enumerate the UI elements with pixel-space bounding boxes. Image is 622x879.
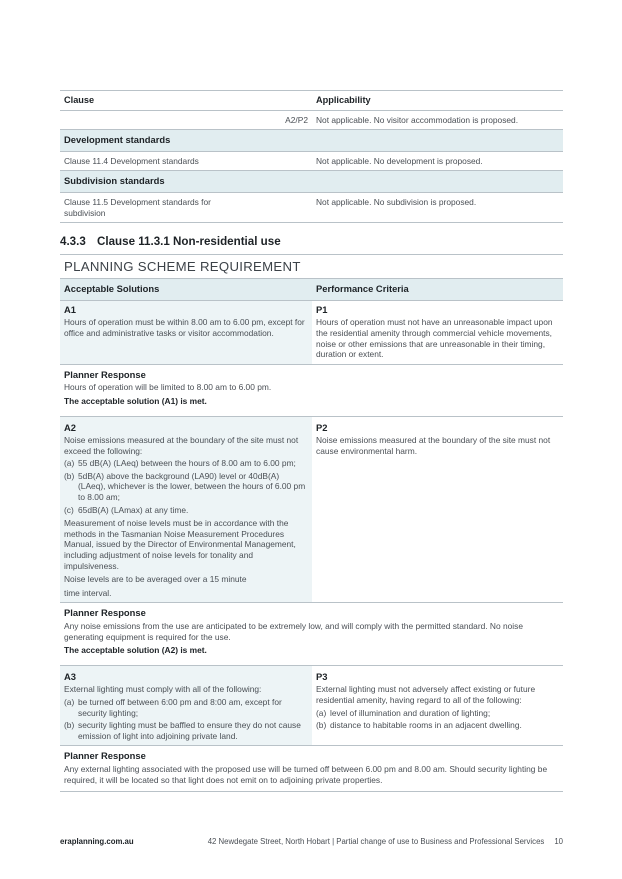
- planner-response-text: Any noise emissions from the use are anticipated to be extremely low, and will comply with the permitted standard. No noise generating equipment is required for the use.: [64, 621, 523, 642]
- requirement-table: [60, 279, 563, 792]
- table-row: [60, 111, 563, 131]
- applicability-cell: Not applicable. No development is proposed.: [316, 155, 483, 166]
- list-text: 55 dB(A) (LAeq) between the hours of 8.00 am to 6.00 pm;: [78, 458, 296, 469]
- a2-interval-text: time interval.: [64, 587, 112, 598]
- p3-code: P3: [316, 670, 328, 682]
- band-label: Subdivision standards: [64, 175, 165, 187]
- planner-response-result: The acceptable solution (A1) is met.: [64, 395, 207, 406]
- p2-code: P2: [316, 421, 328, 433]
- planner-response-title: Planner Response: [64, 607, 146, 619]
- list-text: distance to habitable rooms in an adjacent dwelling.: [330, 720, 522, 731]
- a2-p2-row: [60, 417, 563, 604]
- list-marker: (b): [64, 720, 75, 731]
- p1-code: P1: [316, 303, 328, 315]
- list-text: level of illumination and duration of lighting;: [330, 707, 491, 718]
- list-text: be turned off between 6:00 pm and 8:00 am, except for security lighting;: [78, 696, 282, 718]
- a3-p3-row: [60, 666, 563, 747]
- table-row: [60, 193, 563, 223]
- a2-code: A2: [64, 421, 76, 433]
- table-row: [60, 152, 563, 172]
- list-item: [64, 720, 308, 741]
- acceptable-solutions-header: Acceptable Solutions: [64, 283, 160, 295]
- a2-measurement-text: Measurement of noise levels must be in accordance with the methods in the Tasmanian Noise Measurement Procedures Manual, issued by the Director of Environmental Management, including adjustment of noise levels for tonality and impulsiveness.: [64, 518, 296, 571]
- a1-cell: [60, 301, 312, 364]
- applicability-cell: Not applicable. No visitor accommodation is proposed.: [316, 114, 519, 125]
- planner-response-title: Planner Response: [64, 750, 146, 762]
- p2-cell: [312, 417, 563, 603]
- list-marker: (b): [64, 470, 75, 481]
- list-text: 65dB(A) (LAmax) at any time.: [78, 504, 189, 515]
- a3-code: A3: [64, 670, 76, 682]
- requirement-heading: PLANNING SCHEME REQUIREMENT: [60, 254, 563, 279]
- a3-intro: External lighting must comply with all of the following:: [64, 684, 262, 695]
- a2-averaging-text: Noise levels are to be averaged over a 15 minute: [64, 574, 247, 585]
- planner-response-a2: [60, 603, 563, 665]
- subdivision-standards-band: [60, 171, 563, 193]
- list-item: [316, 708, 559, 719]
- clause-cell: A2/P2: [285, 114, 308, 125]
- p3-intro: External lighting must not adversely affect existing or future residential amenity, having regard to all of the following:: [316, 684, 536, 705]
- a2-intro: Noise emissions measured at the boundary of the site must not exceed the following:: [64, 435, 299, 456]
- planner-response-result: The acceptable solution (A2) is met.: [64, 645, 207, 656]
- clause-table-header: [60, 91, 563, 111]
- section-title: Clause 11.3.1 Non-residential use: [97, 235, 281, 249]
- planner-response-a1: [60, 365, 563, 417]
- list-item: [64, 458, 308, 469]
- planner-response-title: Planner Response: [64, 368, 146, 380]
- requirement-table-header: [60, 279, 563, 301]
- list-marker: (a): [316, 707, 327, 718]
- clause-table: [60, 90, 563, 223]
- footer-website-link[interactable]: eraplanning.com.au: [60, 837, 134, 846]
- section-heading: [60, 235, 563, 248]
- a3-cell: [60, 666, 312, 746]
- list-item: [64, 505, 308, 516]
- list-text: 5dB(A) above the background (LA90) level or 40dB(A) (LAeq), whichever is the lower, between the hours of 6.00 pm to 8.00 am;: [78, 470, 306, 503]
- section-number: 4.3.3: [60, 235, 86, 249]
- a1-p1-row: [60, 301, 563, 365]
- list-marker: (a): [64, 458, 75, 469]
- a1-code: A1: [64, 303, 76, 315]
- applicability-cell: Not applicable. No subdivision is proposed.: [316, 196, 477, 207]
- planner-response-text: Any external lighting associated with the proposed use will be turned off between 6.00 pm and 8.00 am. Should security lighting be required, it will be located so that light does not emit on to adjoining private properties.: [64, 763, 548, 785]
- a1-text: Hours of operation must be within 8.00 am to 6.00 pm, except for office and administrative tasks or visitor accommodation.: [64, 317, 305, 338]
- p1-cell: [312, 301, 563, 364]
- list-marker: (b): [316, 720, 327, 731]
- list-item: [64, 471, 308, 503]
- clause-cell: Clause 11.5 Development standards for subdivision: [64, 196, 211, 218]
- p3-cell: [312, 666, 563, 746]
- list-text: security lighting must be baffled to ensure they do not cause emission of light into adjoining private land.: [78, 720, 301, 741]
- planner-response-text: Hours of operation will be limited to 8.00 am to 6.00 pm.: [64, 382, 272, 393]
- p1-text: Hours of operation must not have an unreasonable impact upon the residential amenity through commercial vehicle movements, noise or other emissions that are unreasonable in their timing, duration or extent.: [316, 317, 553, 360]
- a2-cell: [60, 417, 312, 603]
- footer-address: 42 Newdegate Street, North Hobart | Partial change of use to Business and Professional Services: [207, 837, 545, 846]
- clause-header: Clause: [64, 95, 95, 105]
- page-number: 10: [554, 837, 563, 846]
- planner-response-a3: [60, 746, 563, 792]
- list-item: [64, 697, 308, 718]
- list-marker: (c): [64, 504, 74, 515]
- p2-text: Noise emissions measured at the boundary of the site must not cause environmental harm.: [316, 435, 551, 456]
- document-page: [60, 90, 563, 792]
- performance-criteria-header: Performance Criteria: [316, 283, 409, 295]
- list-marker: (a): [64, 696, 75, 707]
- list-item: [316, 720, 559, 731]
- clause-cell: Clause 11.4 Development standards: [64, 155, 199, 166]
- applicability-header: Applicability: [316, 95, 371, 105]
- band-label: Development standards: [64, 134, 171, 146]
- development-standards-band: [60, 130, 563, 152]
- page-footer: [60, 837, 563, 846]
